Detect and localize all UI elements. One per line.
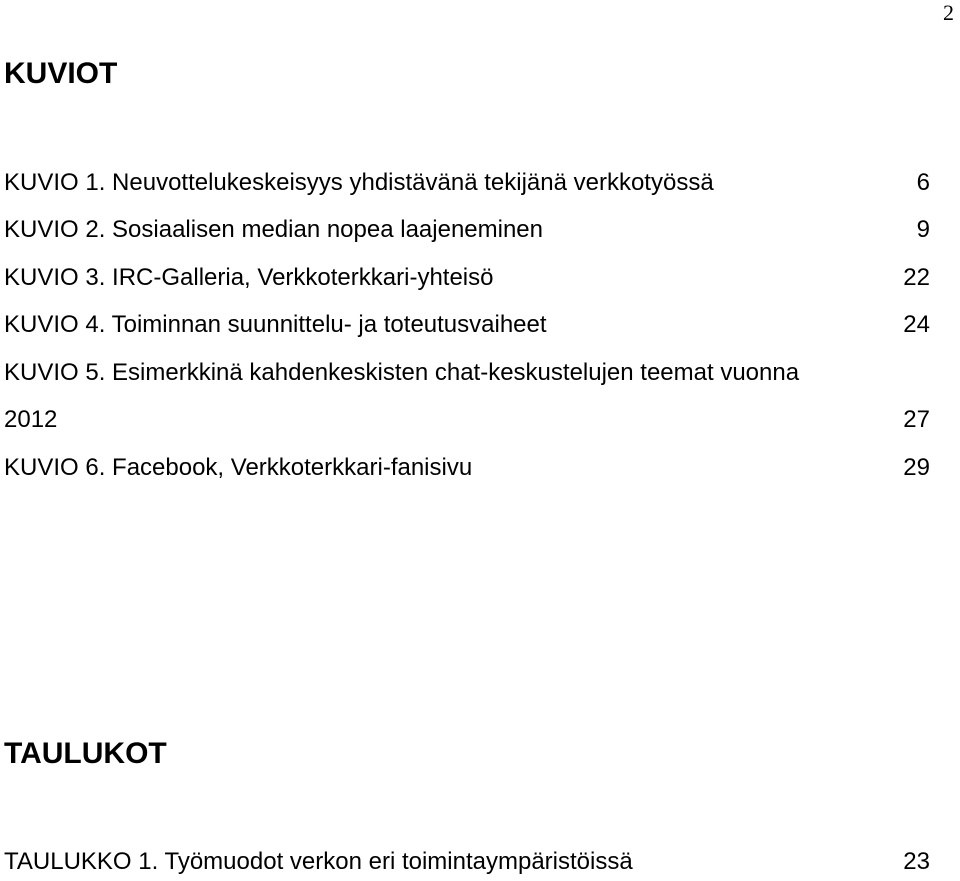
table-entry-title: TAULUKKO 1. Työmuodot verkon eri toimintaympäristöissä	[4, 848, 633, 875]
figure-entry-title: KUVIO 1. Neuvottelukeskeisyys yhdistävänä tekijänä verkkotyössä	[4, 169, 714, 196]
figure-entry-title: KUVIO 3. IRC-Galleria, Verkkoterkkari-yhteisö	[4, 264, 494, 291]
figure-entry-title: KUVIO 2. Sosiaalisen median nopea laajeneminen	[4, 216, 544, 243]
figure-entry-page: 9	[916, 216, 930, 243]
figure-entry-page: 27	[903, 406, 930, 433]
figure-entry-title: KUVIO 6. Facebook, Verkkoterkkari-fanisivu	[4, 454, 473, 481]
figure-entry-title: KUVIO 5. Esimerkkinä kahdenkeskisten chat-keskustelujen teemat vuonna	[4, 359, 800, 386]
figures-heading: KUVIOT	[4, 57, 118, 90]
figure-entry-page: 6	[916, 169, 930, 196]
figure-entry-page: 24	[903, 311, 930, 338]
figure-entry-title-continuation: 2012	[4, 406, 58, 433]
page-number: 2	[943, 0, 954, 25]
tables-heading: TAULUKOT	[4, 737, 167, 770]
figure-entry-title: KUVIO 4. Toiminnan suunnittelu- ja toteutusvaiheet	[4, 311, 547, 338]
figure-entry-page: 29	[903, 454, 930, 481]
figure-entry-page: 22	[903, 264, 930, 291]
table-entry-page: 23	[903, 848, 930, 875]
